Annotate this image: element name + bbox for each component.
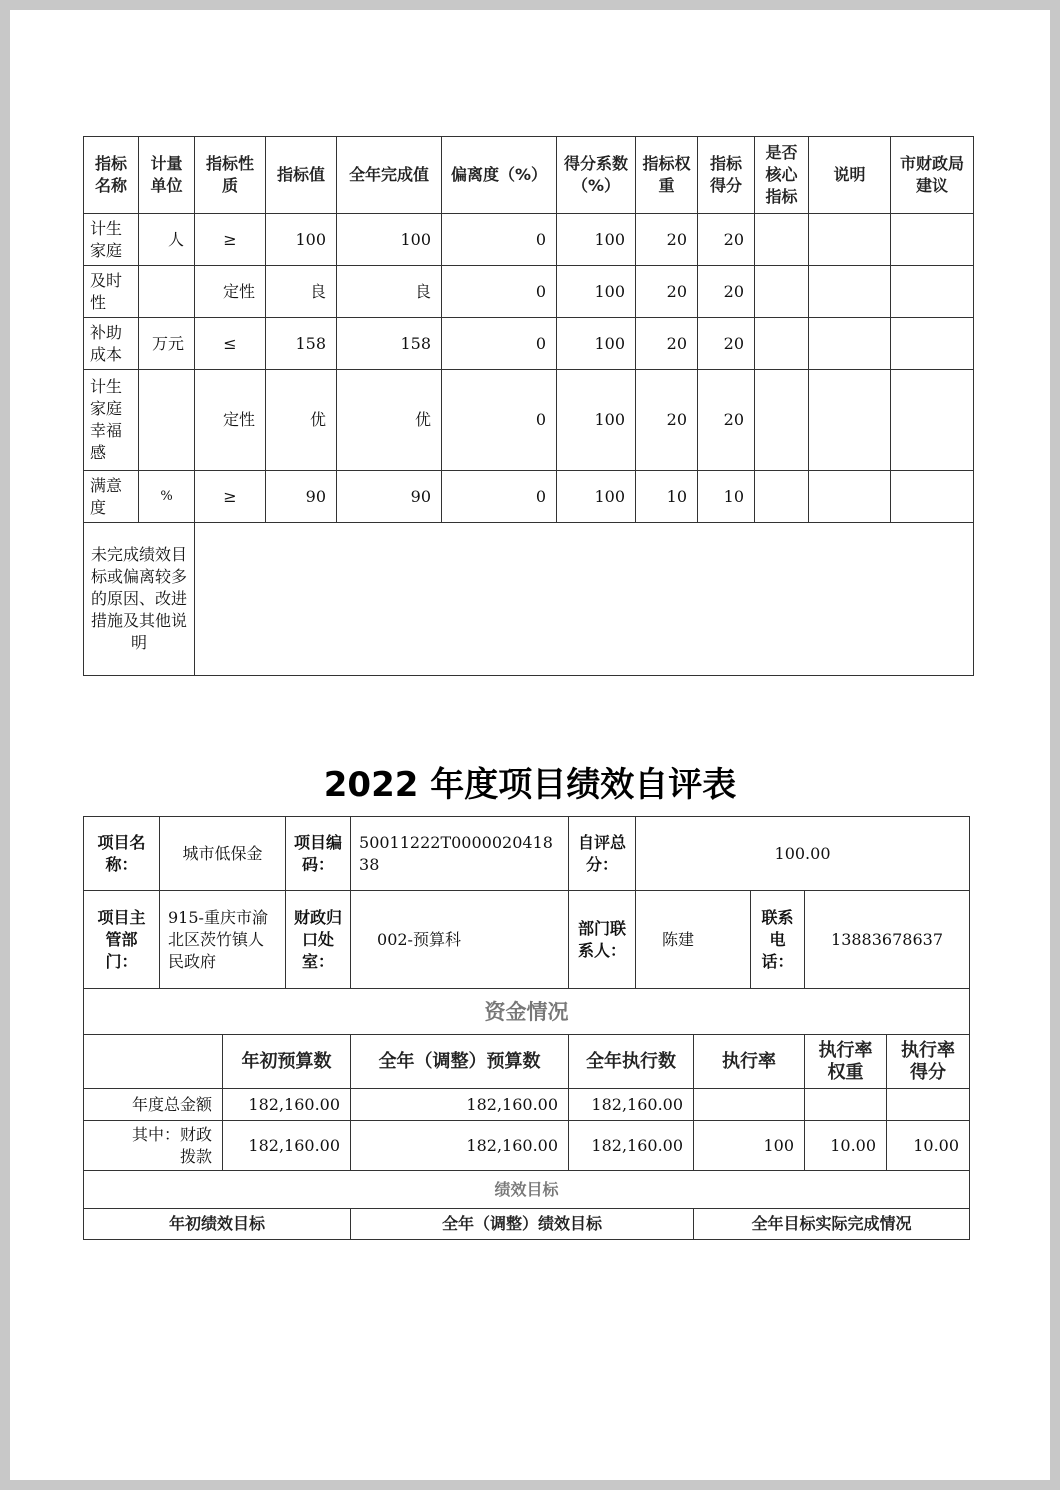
header-cell: 全年完成值 [337, 137, 442, 214]
indicator-name: 计生家庭幸福感 [84, 370, 139, 471]
funds-header-cell: 全年（调整）预算数 [351, 1035, 569, 1089]
contact-value: 陈建 [636, 891, 751, 989]
funds-header-row [84, 1035, 970, 1089]
funds-header-cell: 年初预算数 [223, 1035, 351, 1089]
empty-cell [755, 471, 809, 523]
indicator-nature: ≥ [195, 471, 266, 523]
indicator-score: 20 [698, 266, 755, 318]
header-cell: 指标得分 [698, 137, 755, 214]
funds-header-cell: 执行率得分 [887, 1035, 970, 1089]
table-row [84, 214, 974, 266]
indicator-coef: 100 [557, 471, 636, 523]
empty-cell [755, 266, 809, 318]
empty-cell [755, 318, 809, 370]
empty-cell [891, 318, 974, 370]
note-content [195, 523, 974, 676]
phone-label: 联系电话： [751, 891, 805, 989]
funds-initial: 182,160.00 [223, 1089, 351, 1121]
indicator-actual: 100 [337, 214, 442, 266]
indicator-deviation: 0 [442, 370, 557, 471]
empty-cell [755, 370, 809, 471]
funds-section-row [84, 989, 970, 1035]
goals-header-row [84, 1209, 970, 1240]
indicator-unit [139, 370, 195, 471]
table-row [84, 1089, 970, 1121]
indicator-target: 90 [266, 471, 337, 523]
indicator-nature: ≤ [195, 318, 266, 370]
indicator-deviation: 0 [442, 318, 557, 370]
indicator-weight: 20 [636, 214, 698, 266]
indicator-unit: 万元 [139, 318, 195, 370]
indicator-unit: 人 [139, 214, 195, 266]
funds-header-blank [84, 1035, 223, 1089]
table-row [84, 266, 974, 318]
goals-header-cell: 年初绩效目标 [84, 1209, 351, 1240]
project-code-value: 50011222T000002041838 [351, 817, 569, 891]
header-cell: 指标性质 [195, 137, 266, 214]
indicator-name: 及时性 [84, 266, 139, 318]
header-cell: 说明 [809, 137, 891, 214]
indicator-actual: 90 [337, 471, 442, 523]
empty-cell [755, 214, 809, 266]
indicator-score: 10 [698, 471, 755, 523]
indicator-target: 158 [266, 318, 337, 370]
empty-cell [891, 266, 974, 318]
note-row [84, 523, 974, 676]
header-cell: 指标权重 [636, 137, 698, 214]
funds-initial: 182,160.00 [223, 1121, 351, 1171]
header-cell: 是否核心指标 [755, 137, 809, 214]
empty-cell [891, 214, 974, 266]
indicator-score: 20 [698, 214, 755, 266]
funds-rate [694, 1089, 805, 1121]
project-name-value: 城市低保金 [160, 817, 286, 891]
indicator-coef: 100 [557, 214, 636, 266]
indicator-coef: 100 [557, 370, 636, 471]
table-row [84, 318, 974, 370]
note-label: 未完成绩效目标或偏离较多的原因、改进措施及其他说明 [84, 523, 195, 676]
funds-header-cell: 全年执行数 [569, 1035, 694, 1089]
indicator-actual: 158 [337, 318, 442, 370]
indicator-weight: 20 [636, 318, 698, 370]
header-cell: 指标值 [266, 137, 337, 214]
project-name-label: 项目名称： [84, 817, 160, 891]
self-eval-table [83, 816, 970, 1240]
funds-score [887, 1089, 970, 1121]
indicator-header-row [84, 137, 974, 214]
office-value: 002-预算科 [351, 891, 569, 989]
indicator-weight: 10 [636, 471, 698, 523]
indicator-deviation: 0 [442, 214, 557, 266]
indicator-score: 20 [698, 318, 755, 370]
funds-executed: 182,160.00 [569, 1089, 694, 1121]
empty-cell [891, 471, 974, 523]
empty-cell [809, 370, 891, 471]
table-row [84, 471, 974, 523]
indicator-weight: 20 [636, 266, 698, 318]
total-score-value: 100.00 [636, 817, 970, 891]
goals-section-title: 绩效目标 [84, 1171, 970, 1209]
indicator-deviation: 0 [442, 471, 557, 523]
document-page [10, 10, 1050, 1480]
indicator-target: 良 [266, 266, 337, 318]
dept-label: 项目主管部门： [84, 891, 160, 989]
contact-label: 部门联系人： [569, 891, 636, 989]
indicator-name: 补助成本 [84, 318, 139, 370]
header-cell: 市财政局建议 [891, 137, 974, 214]
empty-cell [809, 214, 891, 266]
page-title: 2022 年度项目绩效自评表 [323, 765, 737, 805]
funds-header-cell: 执行率 [694, 1035, 805, 1089]
empty-cell [809, 266, 891, 318]
empty-cell [809, 318, 891, 370]
dept-value: 915-重庆市渝北区茨竹镇人民政府 [160, 891, 286, 989]
indicator-unit [139, 266, 195, 318]
indicator-coef: 100 [557, 266, 636, 318]
phone-value: 13883678637 [805, 891, 970, 989]
funds-weight [805, 1089, 887, 1121]
funds-rate: 100 [694, 1121, 805, 1171]
funds-score: 10.00 [887, 1121, 970, 1171]
funds-weight: 10.00 [805, 1121, 887, 1171]
header-cell: 指标名称 [84, 137, 139, 214]
funds-row-label: 年度总金额 [84, 1089, 223, 1121]
goals-section-row [84, 1171, 970, 1209]
indicator-weight: 20 [636, 370, 698, 471]
goals-header-cell: 全年（调整）绩效目标 [351, 1209, 694, 1240]
project-code-label: 项目编码： [286, 817, 351, 891]
indicator-actual: 优 [337, 370, 442, 471]
indicator-nature: 定性 [195, 370, 266, 471]
header-cell: 得分系数（%） [557, 137, 636, 214]
indicator-nature: 定性 [195, 266, 266, 318]
indicator-table [83, 136, 974, 676]
indicator-coef: 100 [557, 318, 636, 370]
table-row [84, 1121, 970, 1171]
empty-cell [891, 370, 974, 471]
funds-header-cell: 执行率权重 [805, 1035, 887, 1089]
indicator-nature: ≥ [195, 214, 266, 266]
office-label: 财政归口处室： [286, 891, 351, 989]
table-row [84, 370, 974, 471]
goals-header-cell: 全年目标实际完成情况 [694, 1209, 970, 1240]
header-cell: 计量单位 [139, 137, 195, 214]
indicator-name: 计生家庭 [84, 214, 139, 266]
indicator-score: 20 [698, 370, 755, 471]
funds-executed: 182,160.00 [569, 1121, 694, 1171]
project-row-2 [84, 891, 970, 989]
funds-adjusted: 182,160.00 [351, 1089, 569, 1121]
funds-section-title: 资金情况 [84, 989, 970, 1035]
project-row-1 [84, 817, 970, 891]
funds-adjusted: 182,160.00 [351, 1121, 569, 1171]
indicator-deviation: 0 [442, 266, 557, 318]
header-cell: 偏离度（%） [442, 137, 557, 214]
indicator-target: 100 [266, 214, 337, 266]
empty-cell [809, 471, 891, 523]
indicator-actual: 良 [337, 266, 442, 318]
indicator-target: 优 [266, 370, 337, 471]
indicator-unit: % [139, 471, 195, 523]
indicator-name: 满意度 [84, 471, 139, 523]
total-score-label: 自评总分： [569, 817, 636, 891]
funds-row-label: 其中：财政拨款 [84, 1121, 223, 1171]
